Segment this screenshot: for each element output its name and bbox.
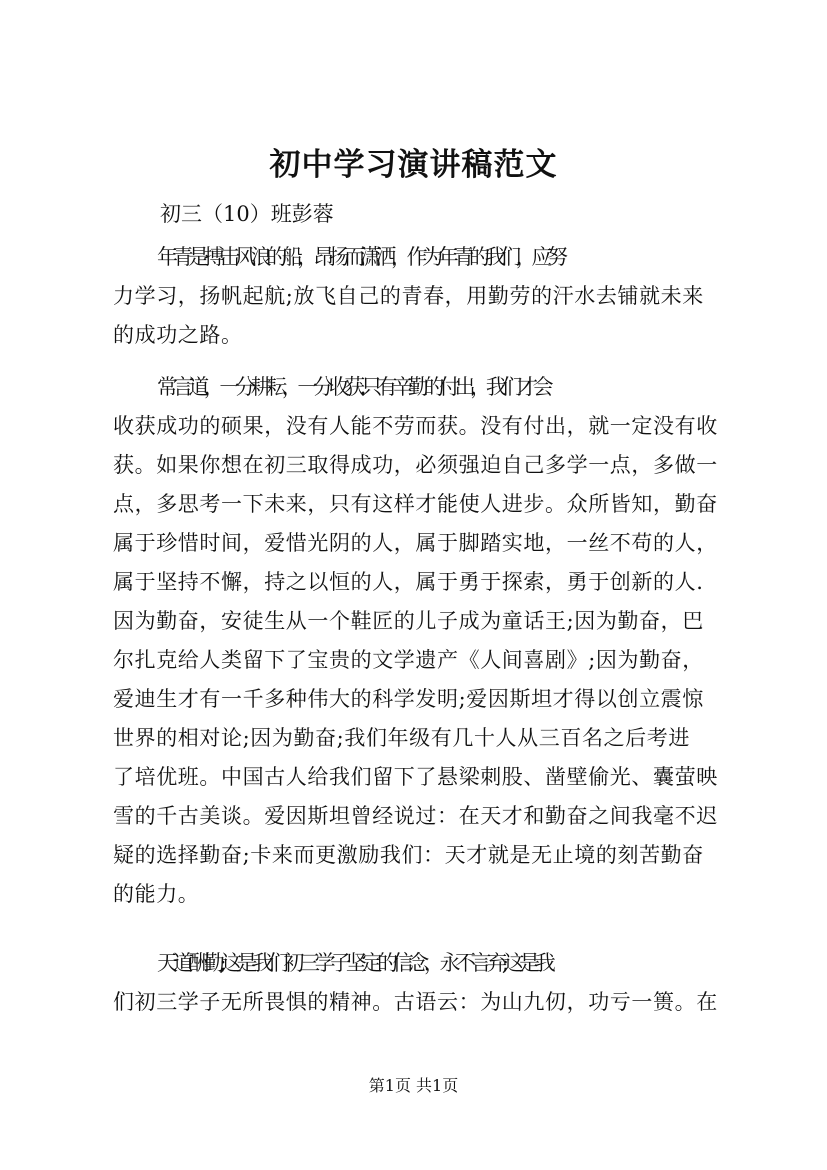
document-title: 初中学习演讲稿范文: [269, 147, 558, 183]
paragraph-line: 尔扎克给人类留下了宝贵的文学遗产《人间喜剧》;因为勤奋，: [113, 648, 704, 672]
paragraph-line: 常言道，一分耕耘，一分收获.只有辛勤的付出，我们才会: [157, 375, 549, 399]
paragraph-line: 们初三学子无所畏惧的精神。古语云：为山九仞，功亏一篑。在: [113, 990, 718, 1014]
paragraph-line: 疑的选择勤奋;卡来而更激励我们：天才就是无止境的刻苦勤奋: [113, 843, 704, 867]
paragraph-line: 属于珍惜时间，爱惜光阴的人，属于脚踏实地，一丝不苟的人，: [113, 531, 718, 555]
paragraph-line: 的能力。: [113, 882, 200, 906]
page-footer: 第1页 共1页: [368, 1076, 459, 1095]
paragraph-line: 获。如果你想在初三取得成功，必须强迫自己多学一点，多做一: [113, 453, 718, 477]
paragraph-line: 的成功之路。: [113, 323, 243, 347]
paragraph-line: 年青是搏击风浪的船，昂扬而潇洒，作为年青的我们，应努: [157, 245, 563, 269]
paragraph-line: 世界的相对论;因为勤奋;我们年级有几十人从三百名之后考进: [113, 726, 690, 750]
paragraph-line: 了培优班。中国古人给我们留下了悬梁刺股、凿壁偷光、囊萤映: [113, 765, 718, 789]
paragraph-line: 因为勤奋，安徒生从一个鞋匠的儿子成为童话王;因为勤奋，巴: [113, 609, 704, 633]
paragraph-line: 雪的千古美谈。爱因斯坦曾经说过：在天才和勤奋之间我毫不迟: [113, 804, 718, 828]
paragraph-line: 属于坚持不懈，持之以恒的人，属于勇于探索，勇于创新的人.: [113, 570, 704, 594]
paragraph-3: [113, 944, 719, 1022]
paragraph-line: 爱迪生才有一千多种伟大的科学发明;爱因斯坦才得以创立震惊: [113, 687, 704, 711]
paragraph-1: [113, 238, 719, 355]
paragraph-line: 收获成功的硕果，没有人能不劳而获。没有付出，就一定没有收: [113, 414, 718, 438]
author-line: 初三（10）班彭蓉: [160, 202, 334, 226]
paragraph-2: [113, 368, 719, 914]
paragraph-line: 力学习，扬帆起航;放飞自己的青春，用勤劳的汗水去铺就未来: [113, 284, 704, 308]
paragraph-line: 天道酬勤;这是我们初三学子坚定的信念，永不言弃;这是我: [157, 951, 551, 975]
paragraph-line: 点，多思考一下未来，只有这样才能使人进步。众所皆知，勤奋: [113, 492, 718, 516]
